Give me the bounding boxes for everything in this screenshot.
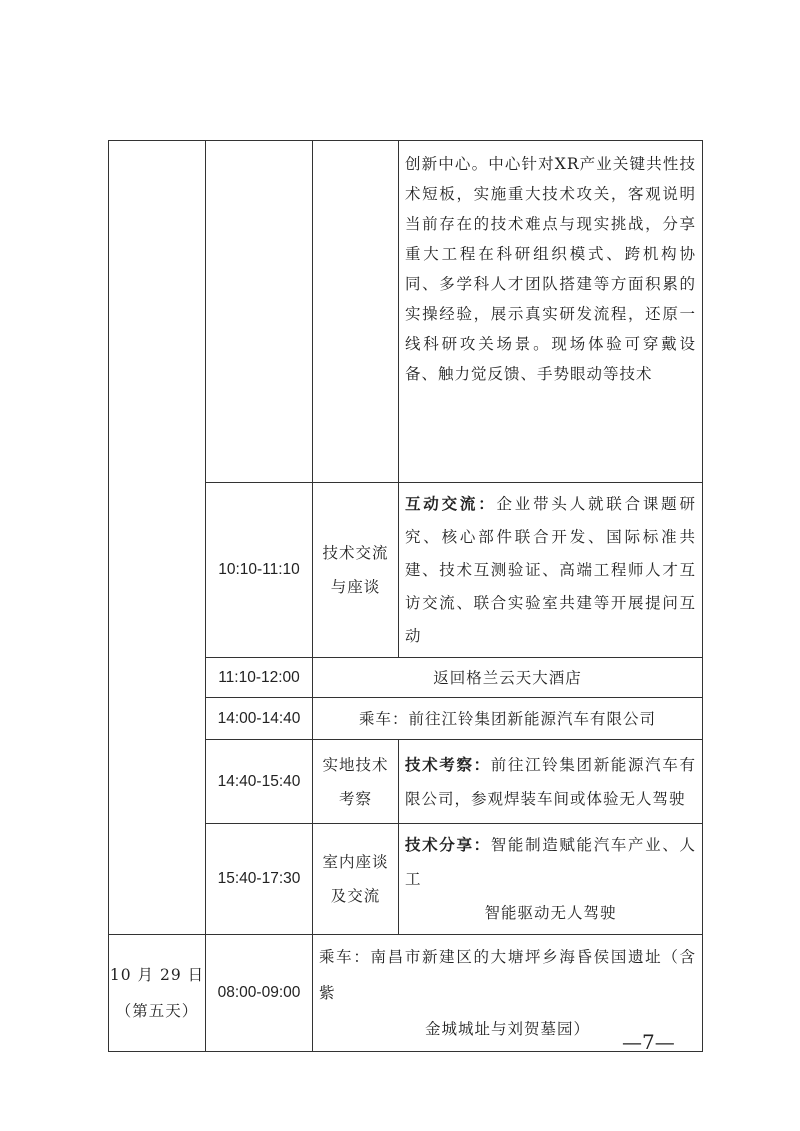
date-line-1: 10 月 29 日 [109,966,205,984]
description-cell [399,141,703,483]
table-row [109,141,703,483]
activity-line-1: 技术交流 [322,544,389,562]
description-text: 智能制造赋能汽车产业、人工 [405,836,696,888]
description-heading: 互动交流： [405,494,497,513]
time-cell: 14:40-15:40 [206,740,313,824]
description-heading: 技术分享： [405,835,491,854]
page-number: —7— [622,1030,675,1054]
activity-line-2: 及交流 [330,887,381,905]
activity-cell [313,824,399,935]
merged-description-cell: 返回格兰云天大酒店 [313,658,703,698]
time-cell: 10:10-11:10 [206,483,313,658]
date-cell [109,935,206,1052]
activity-cell [313,740,399,824]
merged-description-cell: 乘车：前往江铃集团新能源汽车有限公司 [313,698,703,740]
date-line-2: （第五天） [115,1002,199,1020]
activity-line-2: 考察 [338,789,372,808]
time-cell: 15:40-17:30 [206,824,313,935]
activity-cell [313,141,399,483]
activity-line-1: 实地技术 [322,755,389,774]
description-text: 创新中心。中心针对XR产业关键共性技术短板，实施重大技术攻关，客观说明当前存在的技术难点与现实挑战，分享重大工程在科研组织模式、跨机构协同、多学科人才团队搭建等方面积累的实操经验，展示真实研发流程，还原一线科研攻关场景。现场体验可穿戴设备、触力觉反馈、手势眼动等技术 [405,155,696,383]
description-cell [399,824,703,935]
table-row [109,935,703,1052]
description-text-line-2: 金城城址与刘贺墓园） [424,1020,590,1038]
description-heading: 技术考察： [405,754,491,774]
description-text: 前往江铃集团新能源汽车有限公司，参观焊装车间或体验无人驾驶 [405,755,696,808]
activity-line-1: 室内座谈 [322,853,389,871]
time-cell: 11:10-12:00 [206,658,313,698]
description-text-line-2: 智能驱动无人驾驶 [484,904,617,922]
schedule-table [108,140,703,1052]
time-cell: 08:00-09:00 [206,935,313,1052]
description-cell [399,740,703,824]
description-cell [399,483,703,658]
time-cell: 14:00-14:40 [206,698,313,740]
activity-cell [313,483,399,658]
description-text: 乘车：南昌市新建区的大塘坪乡海昏侯国遗址（含紫 [319,948,696,1002]
activity-line-2: 与座谈 [330,578,381,596]
date-cell [109,141,206,935]
time-cell [206,141,313,483]
description-text: 企业带头人就联合课题研究、核心部件联合开发、国际标准共建、技术互测验证、高端工程师人才互访交流、联合实验室共建等开展提问互动 [405,495,696,645]
